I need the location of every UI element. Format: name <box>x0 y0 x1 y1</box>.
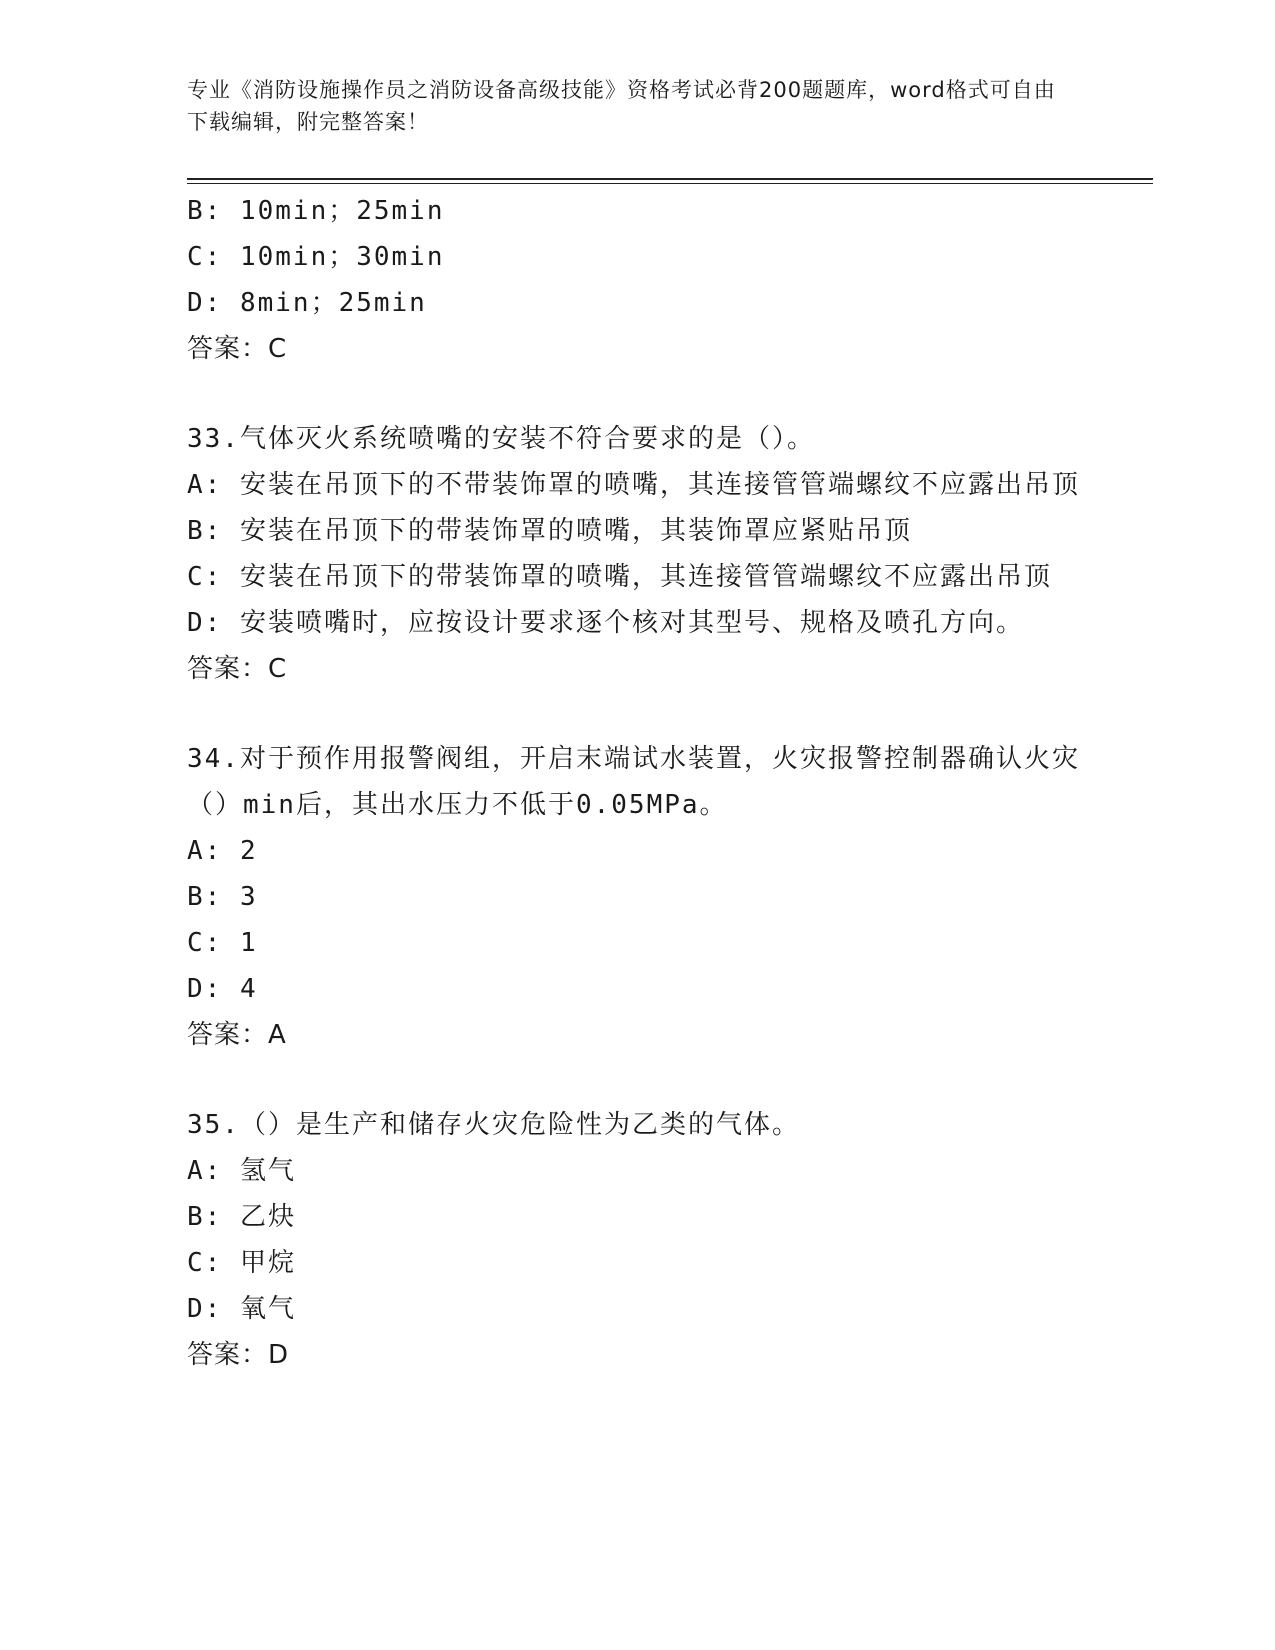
option-c: C: 10min；30min <box>187 242 445 272</box>
option-c: C: 安装在吊顶下的带装饰罩的喷嘴，其连接管管端螺纹不应露出吊顶 <box>187 562 1052 592</box>
answer: 答案：A <box>187 1020 287 1050</box>
header-rule-thick <box>187 178 1153 180</box>
option-b: B: 10min；25min <box>187 196 445 226</box>
option-a: A: 2 <box>187 836 258 866</box>
option-d: D: 氧气 <box>187 1294 296 1324</box>
prev-question-block <box>187 188 1087 372</box>
option-a: A: 氢气 <box>187 1156 296 1186</box>
document-header: 专业《消防设施操作员之消防设备高级技能》资格考试必背200题题库，word格式可自由下载编辑，附完整答案！ <box>187 78 1056 134</box>
question-gap <box>187 372 1087 416</box>
question-stem: 33.气体灭火系统喷嘴的安装不符合要求的是（）。 <box>187 424 815 454</box>
question-stem: 34.对于预作用报警阀组，开启末端试水装置，火灾报警控制器确认火灾（）min后，其出水压力不低于0.05MPa。 <box>187 744 1080 820</box>
option-d: D: 4 <box>187 974 258 1004</box>
question-33 <box>187 416 1087 692</box>
question-34 <box>187 736 1087 1058</box>
question-35 <box>187 1102 1087 1378</box>
question-gap <box>187 692 1087 736</box>
answer: 答案：C <box>187 654 288 684</box>
question-stem: 35.（）是生产和储存火灾危险性为乙类的气体。 <box>187 1110 800 1140</box>
header-rule-thin <box>187 183 1153 184</box>
option-b: B: 乙炔 <box>187 1202 296 1232</box>
option-b: B: 安装在吊顶下的带装饰罩的喷嘴，其装饰罩应紧贴吊顶 <box>187 516 912 546</box>
option-c: C: 1 <box>187 928 258 958</box>
question-gap <box>187 1058 1087 1102</box>
option-b: B: 3 <box>187 882 258 912</box>
question-content <box>187 188 1087 1378</box>
answer: 答案：D <box>187 1340 290 1370</box>
answer: 答案：C <box>187 334 288 364</box>
option-c: C: 甲烷 <box>187 1248 296 1278</box>
option-d: D: 8min；25min <box>187 288 427 318</box>
option-d: D: 安装喷嘴时，应按设计要求逐个核对其型号、规格及喷孔方向。 <box>187 608 1024 638</box>
option-a: A: 安装在吊顶下的不带装饰罩的喷嘴，其连接管管端螺纹不应露出吊顶 <box>187 470 1080 500</box>
